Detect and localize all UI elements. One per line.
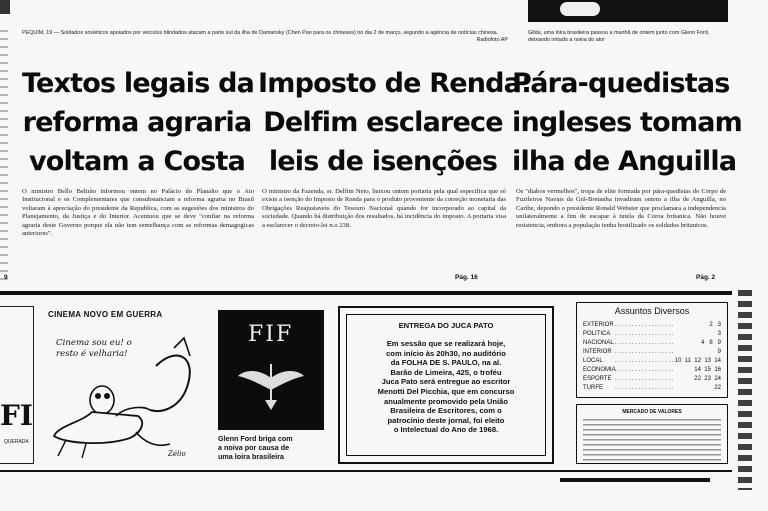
fif-logo: FIF [248,322,294,347]
caption-credit: Radiofoto AP [476,37,508,43]
bottom-ink-bar [560,478,710,482]
index-row-dots: . . . . . . . . . . . . . . . . . . [615,376,674,382]
article-page-imposto-de-renda: Pág. 16 [455,274,478,281]
headline-line: leis de isenções [268,146,498,177]
index-row-label: LOCAL [583,358,603,364]
bubble-line: Cinema sou eu! o [56,338,132,348]
index-row [577,348,727,356]
article-body-imposto-de-renda: O ministro da Fazenda, sr. Delfim Neto, baixou ontem portaria pela qual especifica que só existe a isenção do Imposto de Renda para o produto proveniente da correção monetaria das Obrigações Reajustaveis do Tesouro Nacional quando for incorporado ao capital da sociedade. Quando há distribuição dos resultados, há incidência do imposto. A portaria visa a esclarecer o decreto-lei n.o 238. [262,188,506,229]
top-photo-right [528,0,728,22]
juca-pato-text [351,339,541,435]
left-ad-box [0,306,34,464]
headline-line: voltam a Costa [28,146,246,177]
cartoon-drawing [46,336,206,464]
index-row-label: ECONOMIA [583,367,616,373]
index-row-dots: . . . . . . . . . . . . . . . . . . [615,349,674,355]
market-title: MERCADO DE VALORES [622,409,682,415]
juca-line: com início às 20h30, no auditório [386,348,506,358]
index-row-dots: . . . . . . . . . . . . . . . . . . [615,322,674,328]
index-row [577,339,727,347]
article-page-reforma-agraria: 9 [4,274,8,281]
index-row-pages: 22 [714,385,721,391]
juca-line: Barão de Limeira, 425, o troféu [390,367,502,377]
headline-line: ingleses tomam [512,107,742,138]
index-row-pages: 2 3 [709,322,721,328]
index-row-label: INTERIOR [583,349,612,355]
juca-pato-title: ENTREGA DO JUCA PATO [398,321,494,330]
fif-photo [218,310,324,430]
juca-line: Brasileira de Escritores, com o [390,406,502,416]
index-row [577,384,727,392]
juca-line: patrocínio deste jornal, foi eleito [387,415,505,425]
headline-anguilla [512,64,742,181]
headline-line: Delfim esclarece [263,107,503,138]
caption-line: Glenn Ford briga com [218,434,293,443]
right-margin-ink [738,290,752,490]
juca-line: o Intelectual do Ano de 1968. [393,425,499,435]
article-body-reforma-agraria: O ministro Bello Beltrão informou ontem no Palácio do Planalto que o Ato Institucional e os Complementares que consubstanciam a reforma agraria no Brasil voltaram à apreciação do presidente da Republica, com as sugestões dos ministros do Planejamento, da Justiça e do Interior. Acentuou que se deve "confiar na reforma agraria deste Governo porque ela não tem semelhança com as reformas demagogicas anteriores". [22,188,254,238]
index-row-pages: 14 15 16 [694,367,721,373]
caption-text-left: PEQUIM, 19 — Soldados soviéticos apoiados por veículos blindados atacam a parte sul da ilha de Damansky (Chen Pao para os chineses) no dia 2 de março, segundo a agência de notícias chinesa. [22,30,499,36]
index-row-pages: 10 11 12 13 14 [674,358,721,364]
fif-emblem-icon [236,360,306,412]
index-row-label: TURFE [583,385,603,391]
headline-line: Pára-quedistas [512,68,730,99]
index-row-pages: 22 23 24 [694,376,721,382]
index-row [577,366,727,374]
index-box [576,302,728,398]
index-row [577,321,727,329]
headline-line: ilha de Anguilla [512,146,737,177]
index-row-label: POLITICA [583,331,611,337]
index-row-pages: 3 [717,331,721,337]
index-row-pages: 4 8 9 [700,340,721,346]
top-caption-right: Gilda, uma loira brasileira passou a manhã de ontem junto com Glenn Ford, deixando irritado a noiva do ator [528,30,710,43]
index-row-dots: . . . . . . . . . . . . . . . . . . [615,367,674,373]
cartoon-signature: Zélio [168,450,186,458]
article-page-anguilla: Pág. 2 [696,274,716,281]
top-caption-left [22,30,508,44]
juca-line: anualmente promovido pela União [383,396,509,406]
index-row-label: ESPORTE [583,376,612,382]
headline-line: Textos legais da [22,68,255,99]
top-photo-left [0,0,10,14]
index-row-pages: 9 [717,349,721,355]
cinema-title: CINEMA NOVO EM GUERRA [48,310,163,319]
juca-line: da FOLHA DE S. PAULO, na al. [390,358,502,368]
left-column-edge-text [0,30,8,280]
index-row-dots: . . . . . . . . . . . . . . . . . . [615,358,674,364]
section-divider [0,291,732,295]
bottom-rule [0,470,732,472]
headline-reforma-agraria [22,64,255,181]
market-box [576,404,728,464]
index-row [577,330,727,338]
index-row [577,357,727,365]
headline-line: Imposto de Renda: [258,68,532,99]
juca-line: Menotti Del Picchia, que em concurso [377,386,515,396]
left-ad-logo: FI [0,399,33,432]
juca-line: Em sessão que se realizará hoje, [386,339,506,348]
juca-line: Juca Pato será entregue ao escritor [381,377,511,387]
juca-pato-inner [346,314,546,456]
index-list [577,321,727,395]
market-text [583,419,721,461]
photo-highlight [560,2,600,16]
caption-line: uma loira brasileira [218,452,284,461]
index-row-dots: . . . . . . . . . . . . . . . . . . [615,340,674,346]
headline-imposto-de-renda [258,64,532,181]
index-title: Assuntos Diversos [614,306,690,316]
fif-caption [218,434,328,461]
index-row-dots: . . . . . . . . . . . . . . . . . . [615,331,674,337]
caption-line: a noiva por causa de [218,443,290,452]
juca-pato-box [338,306,554,464]
index-row [577,375,727,383]
left-ad-sub: QUERADA [4,439,29,445]
article-body-anguilla: Os "diabos vermelhos", tropa de elite formada por pára-quedistas do Corpo de Fuzileiros Navais da Grã-Bretanha invadiram ontem a ilha de Anguilla, no Caribe, depondo o presidente Ronald Webster que proclamara a independencia unilateralmente a fim de escapar à tutela da Coroa britanica. Não houve resistencia, embora a população tenha hostilizado os soldados britanicos. [516,188,726,229]
index-row-dots: . . . . . . . . . . . . . . . . . . [615,385,674,391]
headline-line: reforma agraria [22,107,252,138]
index-row-label: EXTERIOR [583,322,614,328]
bubble-line: resto é velharia! [56,349,128,359]
index-row-label: NACIONAL [583,340,614,346]
